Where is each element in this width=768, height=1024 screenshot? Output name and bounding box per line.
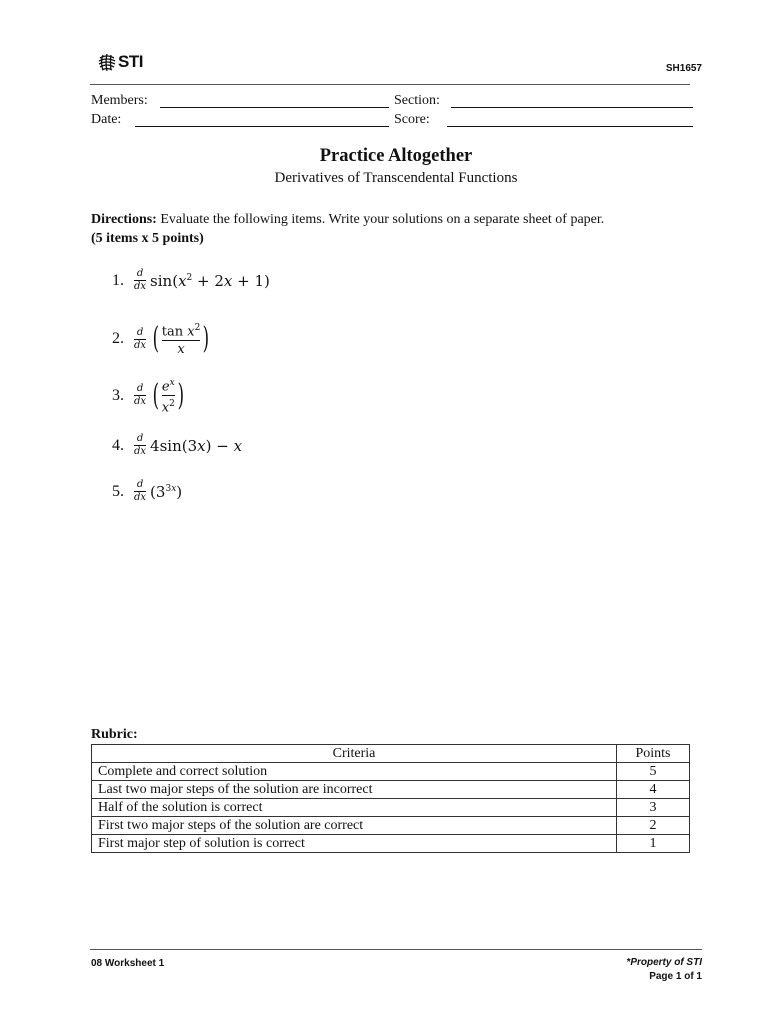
bottom-divider: [90, 949, 702, 950]
page-subtitle: Derivatives of Transcendental Functions: [274, 170, 518, 186]
problem-expression: $e^x$ $x^2$: [161, 378, 175, 416]
score-field[interactable]: [447, 126, 693, 127]
table-row: [92, 763, 690, 781]
directions-label: Directions:: [91, 212, 157, 227]
problem-number: 4.: [112, 436, 124, 454]
problem-4: [112, 433, 242, 458]
criteria-cell: Half of the solution is correct: [92, 799, 617, 817]
table-row: [92, 781, 690, 799]
problem-2: 2. $\frac{d}{dx}$ ( $\tan x^2$ x ): [112, 321, 210, 358]
globe-logo-icon: [97, 52, 117, 72]
logo-text: STI: [118, 52, 143, 71]
section-label: Section:: [394, 93, 440, 108]
problem-1: [112, 268, 270, 293]
document-code: SH1657: [665, 63, 702, 74]
rubric-label: Rubric:: [91, 727, 138, 742]
derivative-operator: $\frac{d}{dx}$: [134, 326, 147, 351]
problem-3: 3. $\frac{d}{dx}$ ( $e^x$ $x^2$ ): [112, 377, 184, 416]
footer-worksheet-label: 08 Worksheet 1: [91, 958, 165, 969]
criteria-cell: First two major steps of the solution are correct: [92, 817, 617, 835]
table-header-row: [92, 745, 690, 763]
derivative-operator: $\frac{d}{dx}$: [134, 433, 147, 457]
directions-points: (5 items x 5 points): [91, 231, 204, 246]
derivative-operator: $\frac{d}{dx}$: [134, 479, 147, 503]
directions: [91, 210, 604, 248]
problem-expression: $\sin(x^2 + 2x + 1)$: [150, 271, 270, 290]
points-cell: 1: [617, 835, 690, 853]
score-label: Score:: [394, 112, 430, 127]
problem-expression: $\tan x^2$ x: [161, 323, 201, 358]
problem-5: [112, 479, 182, 504]
criteria-cell: Last two major steps of the solution are incorrect: [92, 781, 617, 799]
points-cell: 5: [617, 763, 690, 781]
problem-number: 2.: [112, 330, 124, 348]
directions-text: Evaluate the following items. Write your solutions on a separate sheet of paper.: [160, 212, 605, 227]
problem-expression: 4sin(3x) − x: [150, 436, 243, 455]
derivative-operator: $\frac{d}{dx}$: [134, 383, 147, 408]
members-field[interactable]: [160, 107, 389, 108]
problem-number: 5.: [112, 482, 124, 500]
derivative-operator: $\frac{d}{dx}$: [134, 268, 147, 292]
table-row: [92, 835, 690, 853]
criteria-cell: Complete and correct solution: [92, 763, 617, 781]
rubric-table: [91, 744, 690, 853]
points-cell: 2: [617, 817, 690, 835]
criteria-cell: First major step of solution is correct: [92, 835, 617, 853]
date-label: Date:: [91, 112, 122, 127]
sti-logo: [97, 51, 143, 73]
problem-number: 1.: [112, 271, 124, 289]
table-row: [92, 799, 690, 817]
section-field[interactable]: [451, 107, 693, 108]
page-title: Practice Altogether: [319, 146, 473, 166]
top-divider: [90, 84, 690, 85]
members-label: Members:: [91, 93, 148, 108]
table-row: [92, 817, 690, 835]
property-notice: *Property of STI: [626, 957, 702, 968]
problem-expression: $(3^{3x})$: [150, 482, 183, 501]
points-header: Points: [617, 745, 690, 763]
footer-right: [626, 956, 702, 984]
points-cell: 4: [617, 781, 690, 799]
problem-number: 3.: [112, 386, 124, 404]
points-cell: 3: [617, 799, 690, 817]
date-field[interactable]: [135, 126, 389, 127]
criteria-header: Criteria: [92, 745, 617, 763]
page-number: Page 1 of 1: [649, 971, 702, 982]
